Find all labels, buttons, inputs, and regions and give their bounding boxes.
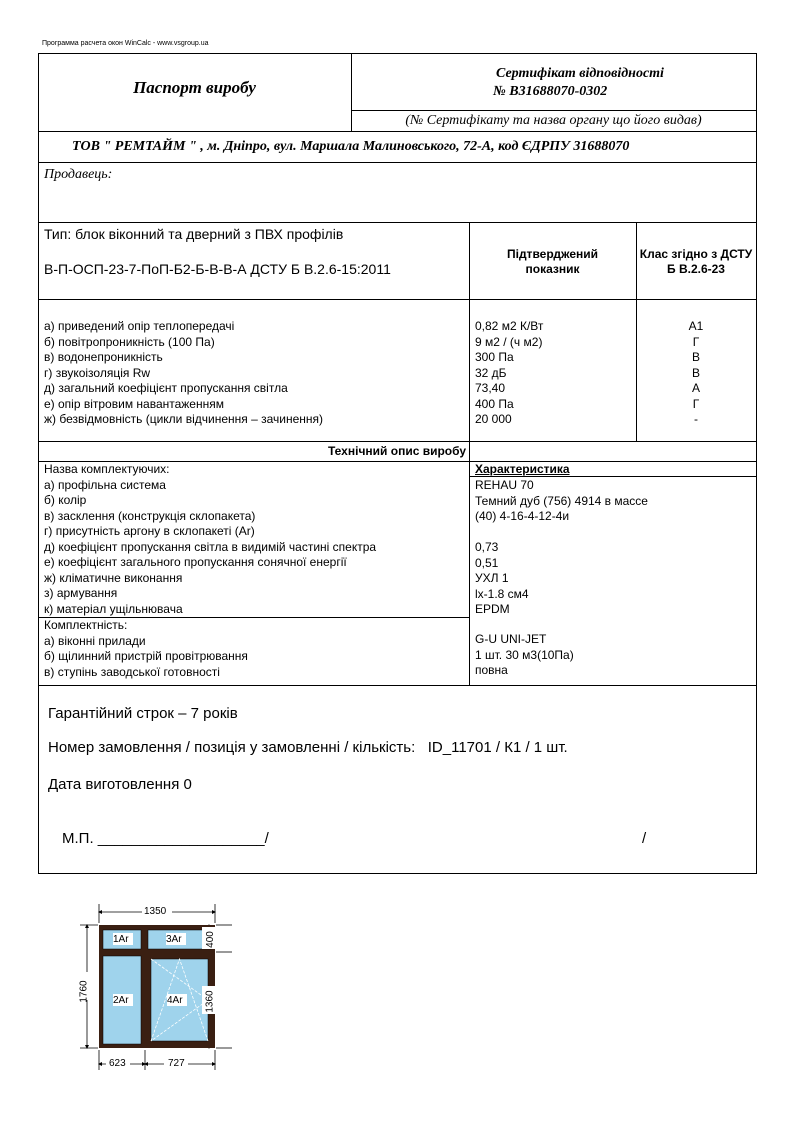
property-name: д) загальний коефіцієнт пропускання світла <box>44 381 288 395</box>
kit-value: G-U UNI-JET <box>475 632 547 646</box>
pane-label-4: 4Ar <box>167 995 183 1006</box>
stamp-line: М.П. ____________________/ <box>62 830 269 847</box>
property-value: 20 000 <box>475 412 512 426</box>
order-text: Номер замовлення / позиція у замовленні / кількість: ID_11701 / К1 / 1 шт. <box>48 739 568 756</box>
cert-title: Сертифікат відповідності <box>496 66 664 81</box>
component-value: REHAU 70 <box>475 478 534 492</box>
pane-label-2: 2Ar <box>113 995 129 1006</box>
properties-classes <box>637 319 755 428</box>
component-value: Темний дуб (756) 4914 в массе <box>475 493 648 508</box>
dim-left-width: 623 <box>109 1058 126 1069</box>
warranty-text: Гарантійний строк – 7 років <box>48 705 238 722</box>
property-name: в) водонепроникність <box>44 350 163 364</box>
kit-values <box>475 632 574 679</box>
property-name: е) опір вітровим навантаженням <box>44 396 224 411</box>
properties-values <box>475 319 543 428</box>
property-name: б) повітропроникність (100 Па) <box>44 334 215 349</box>
dim-top-height: 400 <box>204 931 216 948</box>
components-names <box>44 462 376 617</box>
property-value: 9 м2 / (ч м2) <box>475 334 543 349</box>
signature-slash: / <box>642 830 647 847</box>
type-line1: Тип: блок віконний та дверний з ПВХ профілів <box>44 226 344 242</box>
component-name: в) засклення (конструкція склопакета) <box>44 508 256 523</box>
component-name: б) колір <box>44 493 87 507</box>
dim-width: 1350 <box>144 906 167 917</box>
pane-label-3: 3Ar <box>166 934 182 945</box>
dim-bottom-height: 1360 <box>204 990 216 1013</box>
property-class: Г <box>692 334 700 349</box>
property-name: г) звукоізоляція Rw <box>44 365 151 380</box>
kit-value: 1 шт. 30 м3(10Па) <box>475 647 574 662</box>
component-name: д) коефіцієнт пропускання світла в видимій частині спектра <box>44 539 377 554</box>
property-class: В <box>691 350 700 364</box>
component-name: ж) кліматичне виконання <box>44 570 183 585</box>
kit-name: в) ступінь заводської готовності <box>44 664 220 679</box>
passport-title: Паспорт виробу <box>133 78 256 97</box>
tech-title: Технічний опис виробу <box>327 444 467 458</box>
type-line2: В-П-ОСП-23-7-ПоП-Б2-Б-В-В-А ДСТУ Б В.2.6-15:2011 <box>44 261 391 277</box>
component-value: 0,51 <box>475 555 499 570</box>
cert-note: (№ Сертифікату та назва органу що його видав) <box>405 113 702 128</box>
property-value: 400 Па <box>475 396 514 411</box>
manufacture-date: Дата виготовлення 0 <box>48 776 192 793</box>
component-value <box>475 525 648 541</box>
component-name: з) армування <box>44 586 118 600</box>
confirmed-indicator-header: Підтверджений показник <box>506 247 599 276</box>
seller-label: Продавець: <box>44 167 113 182</box>
pane-label-1: 1Ar <box>113 934 129 945</box>
dim-height: 1760 <box>78 980 90 1003</box>
property-name: а) приведений опір теплопередачі <box>44 319 235 333</box>
property-name: ж) безвідмовність (цикли відчинення – зачинення) <box>44 412 324 426</box>
program-note: Программа расчета окон WinCalc - www.vsgroup.ua <box>42 40 209 47</box>
component-name: г) присутність аргону в склопакеті (Ar) <box>44 524 255 538</box>
kit-name: б) щілинний пристрій провітрювання <box>44 649 248 663</box>
dim-right-width: 727 <box>168 1058 185 1069</box>
kit-value: повна <box>475 663 508 677</box>
component-name: а) профільна система <box>44 477 166 492</box>
component-value: УХЛ 1 <box>475 571 509 585</box>
property-value: 73,40 <box>475 381 506 395</box>
property-value: 0,82 м2 К/Вт <box>475 319 544 333</box>
char-label: Характеристика <box>475 462 570 476</box>
window-drawing <box>75 900 235 1075</box>
property-class: - <box>694 412 698 426</box>
components-label: Назва комплектуючих: <box>44 462 170 476</box>
cert-number: № B31688070-0302 <box>493 84 608 99</box>
component-value: 0,73 <box>475 540 499 554</box>
class-header: Клас згідно з ДСТУ Б В.2.6-23 <box>639 247 753 276</box>
property-value: 300 Па <box>475 350 514 364</box>
kit-label: Комплектність: <box>44 618 128 632</box>
components-values <box>475 478 648 618</box>
company-line: ТОВ " РЕМТАЙМ " , м. Дніпро, вул. Маршала Малиновського, 72-А, код ЄДРПУ 31688070 <box>72 139 630 154</box>
component-value: lx-1.8 см4 <box>475 586 529 601</box>
property-class: А1 <box>688 319 704 333</box>
property-value: 32 дБ <box>475 365 507 380</box>
property-class: В <box>691 365 700 380</box>
kit-names <box>44 618 248 680</box>
kit-name: а) віконні прилади <box>44 633 146 648</box>
component-name: е) коефіцієнт загального пропускання сонячної енергії <box>44 555 347 569</box>
component-value: EPDM <box>475 602 510 616</box>
property-class: Г <box>692 396 700 411</box>
component-value: (40) 4-16-4-12-4и <box>475 509 570 523</box>
properties-names <box>44 319 323 428</box>
component-name: к) матеріал ущільнювача <box>44 601 183 616</box>
property-class: А <box>691 381 700 395</box>
